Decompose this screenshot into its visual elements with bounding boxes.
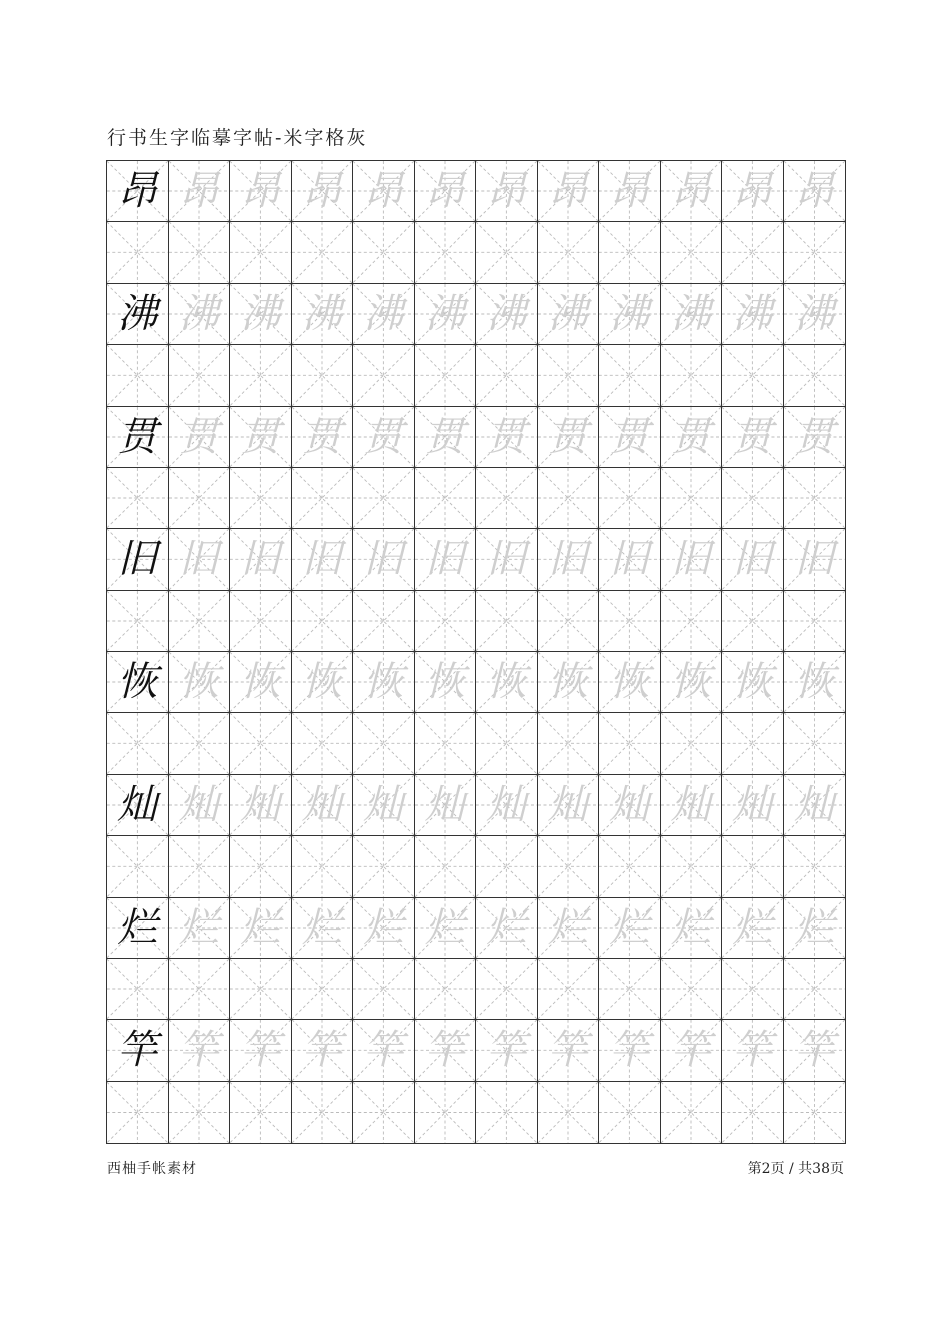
empty-practice-cell [230,222,292,283]
empty-practice-cell [169,468,231,529]
empty-practice-cell [107,222,169,283]
empty-practice-cell [353,468,415,529]
trace-cell [353,284,415,345]
trace-cell [169,161,231,222]
trace-character: 昂 [240,168,281,215]
empty-practice-cell [661,836,723,897]
trace-character: 昂 [609,168,650,215]
trace-cell [353,407,415,468]
trace-cell [353,898,415,959]
trace-character: 旧 [486,536,527,583]
empty-practice-cell [353,1082,415,1143]
empty-practice-cell [599,345,661,406]
trace-character: 沸 [178,290,219,337]
model-character: 沸 [117,290,158,337]
empty-practice-cell [476,836,538,897]
empty-practice-cell [538,591,600,652]
trace-cell [661,775,723,836]
trace-cell [169,652,231,713]
trace-character: 恢 [609,659,650,706]
trace-cell [169,284,231,345]
trace-cell [415,898,477,959]
trace-character: 沸 [363,290,404,337]
trace-character: 灿 [732,781,773,828]
trace-character: 烂 [240,904,281,951]
trace-character: 昂 [363,168,404,215]
empty-practice-cell [292,959,354,1020]
trace-cell [169,529,231,590]
trace-character: 恢 [363,659,404,706]
empty-practice-cell [169,713,231,774]
model-cell [107,407,169,468]
trace-cell [230,775,292,836]
trace-character: 烂 [301,904,342,951]
trace-character: 灿 [609,781,650,828]
trace-character: 灿 [301,781,342,828]
trace-character: 昂 [547,168,588,215]
trace-character: 贯 [732,413,773,460]
empty-practice-cell [784,836,846,897]
trace-cell [661,898,723,959]
empty-practice-cell [476,713,538,774]
trace-character: 贯 [670,413,711,460]
model-cell [107,1020,169,1081]
trace-character: 旧 [732,536,773,583]
empty-practice-cell [476,222,538,283]
trace-cell [661,407,723,468]
trace-character: 昂 [301,168,342,215]
trace-cell [476,284,538,345]
trace-character: 沸 [670,290,711,337]
trace-character: 贯 [240,413,281,460]
empty-practice-cell [292,836,354,897]
trace-character: 旧 [547,536,588,583]
trace-character: 烂 [486,904,527,951]
model-character: 竿 [117,1027,158,1074]
trace-character: 沸 [240,290,281,337]
empty-practice-cell [784,1082,846,1143]
empty-practice-cell [599,591,661,652]
trace-character: 贯 [609,413,650,460]
empty-practice-cell [415,591,477,652]
trace-character: 旧 [301,536,342,583]
empty-practice-cell [353,345,415,406]
trace-character: 贯 [363,413,404,460]
trace-character: 旧 [178,536,219,583]
empty-practice-cell [661,959,723,1020]
trace-character: 沸 [486,290,527,337]
trace-cell [661,529,723,590]
empty-practice-cell [476,345,538,406]
trace-character: 恢 [732,659,773,706]
trace-cell [230,284,292,345]
trace-cell [784,407,846,468]
empty-practice-cell [784,713,846,774]
trace-character: 贯 [178,413,219,460]
trace-cell [292,529,354,590]
trace-cell [661,284,723,345]
trace-cell [476,1020,538,1081]
empty-practice-cell [722,836,784,897]
trace-character: 恢 [178,659,219,706]
empty-practice-cell [722,591,784,652]
empty-practice-cell [107,468,169,529]
model-character: 贯 [117,413,158,460]
trace-character: 沸 [794,290,835,337]
empty-practice-cell [538,468,600,529]
trace-character: 竿 [486,1027,527,1074]
trace-cell [292,284,354,345]
empty-practice-cell [415,836,477,897]
empty-practice-cell [107,713,169,774]
empty-practice-cell [722,345,784,406]
trace-cell [599,161,661,222]
trace-cell [599,407,661,468]
trace-cell [722,898,784,959]
trace-cell [415,284,477,345]
trace-character: 沸 [732,290,773,337]
empty-practice-cell [599,836,661,897]
empty-practice-cell [230,591,292,652]
trace-cell [538,529,600,590]
empty-practice-cell [538,345,600,406]
empty-practice-cell [415,345,477,406]
trace-cell [476,161,538,222]
trace-cell [476,407,538,468]
trace-cell [722,1020,784,1081]
trace-character: 竿 [424,1027,465,1074]
empty-practice-cell [292,222,354,283]
empty-practice-cell [599,1082,661,1143]
trace-character: 贯 [547,413,588,460]
trace-character: 烂 [363,904,404,951]
trace-cell [292,775,354,836]
trace-cell [476,529,538,590]
empty-practice-cell [292,591,354,652]
trace-cell [169,407,231,468]
trace-character: 昂 [486,168,527,215]
trace-character: 竿 [363,1027,404,1074]
model-character: 恢 [117,659,158,706]
empty-practice-cell [784,591,846,652]
trace-character: 昂 [424,168,465,215]
page-title: 行书生字临摹字帖-米字格灰 [107,127,368,149]
empty-practice-cell [292,1082,354,1143]
trace-cell [415,407,477,468]
empty-practice-cell [107,1082,169,1143]
trace-cell [476,898,538,959]
trace-character: 烂 [609,904,650,951]
empty-practice-cell [107,345,169,406]
empty-practice-cell [415,468,477,529]
trace-cell [169,1020,231,1081]
trace-character: 灿 [670,781,711,828]
trace-character: 竿 [178,1027,219,1074]
empty-practice-cell [353,836,415,897]
empty-practice-cell [230,345,292,406]
trace-cell [722,161,784,222]
empty-practice-cell [169,591,231,652]
trace-cell [415,161,477,222]
empty-practice-cell [538,836,600,897]
trace-character: 灿 [424,781,465,828]
trace-cell [230,652,292,713]
trace-cell [230,898,292,959]
trace-character: 贯 [424,413,465,460]
trace-character: 竿 [794,1027,835,1074]
empty-practice-cell [476,1082,538,1143]
empty-practice-cell [784,345,846,406]
model-cell [107,898,169,959]
empty-practice-cell [661,1082,723,1143]
trace-cell [661,161,723,222]
empty-practice-cell [169,836,231,897]
empty-practice-cell [722,959,784,1020]
trace-character: 旧 [670,536,711,583]
trace-cell [722,407,784,468]
trace-cell [784,652,846,713]
trace-cell [292,652,354,713]
trace-cell [784,898,846,959]
empty-practice-cell [538,713,600,774]
trace-character: 恢 [486,659,527,706]
empty-practice-cell [599,222,661,283]
trace-character: 灿 [178,781,219,828]
empty-practice-cell [538,1082,600,1143]
trace-character: 沸 [547,290,588,337]
empty-practice-cell [722,1082,784,1143]
trace-cell [599,529,661,590]
trace-cell [169,898,231,959]
trace-character: 恢 [670,659,711,706]
empty-practice-cell [599,959,661,1020]
empty-practice-cell [107,591,169,652]
model-cell [107,652,169,713]
footer-source: 西柚手帐素材 [107,1161,197,1177]
empty-practice-cell [661,591,723,652]
trace-cell [353,775,415,836]
empty-practice-cell [784,222,846,283]
trace-character: 昂 [794,168,835,215]
empty-practice-cell [353,591,415,652]
trace-cell [415,1020,477,1081]
empty-practice-cell [784,959,846,1020]
trace-cell [476,652,538,713]
trace-cell [169,775,231,836]
trace-character: 灿 [547,781,588,828]
empty-practice-cell [415,222,477,283]
trace-cell [599,898,661,959]
trace-cell [722,529,784,590]
trace-character: 旧 [609,536,650,583]
trace-cell [538,1020,600,1081]
trace-cell [538,407,600,468]
trace-character: 贯 [486,413,527,460]
trace-cell [230,407,292,468]
trace-character: 沸 [424,290,465,337]
trace-character: 旧 [240,536,281,583]
trace-character: 烂 [794,904,835,951]
trace-cell [722,652,784,713]
empty-practice-cell [476,959,538,1020]
trace-character: 昂 [732,168,773,215]
empty-practice-cell [661,468,723,529]
trace-cell [784,529,846,590]
trace-character: 灿 [240,781,281,828]
trace-cell [415,775,477,836]
empty-practice-cell [169,959,231,1020]
trace-character: 灿 [363,781,404,828]
trace-character: 恢 [547,659,588,706]
trace-character: 旧 [794,536,835,583]
trace-cell [353,161,415,222]
trace-cell [538,775,600,836]
trace-cell [230,529,292,590]
empty-practice-cell [230,468,292,529]
practice-grid [106,160,846,1144]
trace-character: 旧 [424,536,465,583]
empty-practice-cell [476,591,538,652]
trace-character: 贯 [794,413,835,460]
trace-cell [722,775,784,836]
empty-practice-cell [292,468,354,529]
model-character: 烂 [117,904,158,951]
empty-practice-cell [599,713,661,774]
empty-practice-cell [661,713,723,774]
trace-cell [599,1020,661,1081]
empty-practice-cell [292,345,354,406]
empty-practice-cell [169,222,231,283]
trace-cell [292,407,354,468]
trace-cell [784,775,846,836]
trace-character: 灿 [486,781,527,828]
empty-practice-cell [230,836,292,897]
trace-cell [230,1020,292,1081]
empty-practice-cell [230,713,292,774]
trace-character: 沸 [301,290,342,337]
trace-character: 恢 [240,659,281,706]
trace-character: 烂 [547,904,588,951]
trace-cell [599,775,661,836]
trace-character: 旧 [363,536,404,583]
empty-practice-cell [415,959,477,1020]
empty-practice-cell [107,959,169,1020]
trace-character: 烂 [670,904,711,951]
empty-practice-cell [169,345,231,406]
empty-practice-cell [476,468,538,529]
empty-practice-cell [230,1082,292,1143]
empty-practice-cell [353,222,415,283]
empty-practice-cell [722,468,784,529]
empty-practice-cell [230,959,292,1020]
trace-cell [538,161,600,222]
empty-practice-cell [722,222,784,283]
page-number: 第2页 / 共38页 [747,1161,844,1177]
trace-cell [415,529,477,590]
trace-cell [476,775,538,836]
empty-practice-cell [353,713,415,774]
trace-cell [599,284,661,345]
model-character: 昂 [117,168,158,215]
empty-practice-cell [353,959,415,1020]
trace-character: 烂 [732,904,773,951]
trace-character: 恢 [794,659,835,706]
trace-character: 贯 [301,413,342,460]
trace-character: 烂 [424,904,465,951]
trace-cell [538,652,600,713]
trace-cell [415,652,477,713]
trace-cell [538,898,600,959]
model-cell [107,529,169,590]
empty-practice-cell [107,836,169,897]
empty-practice-cell [415,713,477,774]
trace-character: 竿 [240,1027,281,1074]
empty-practice-cell [661,222,723,283]
trace-character: 竿 [301,1027,342,1074]
trace-character: 恢 [424,659,465,706]
empty-practice-cell [538,222,600,283]
empty-practice-cell [722,713,784,774]
trace-character: 昂 [670,168,711,215]
trace-character: 竿 [547,1027,588,1074]
model-character: 旧 [117,536,158,583]
trace-cell [784,161,846,222]
trace-character: 恢 [301,659,342,706]
trace-cell [722,284,784,345]
trace-cell [661,1020,723,1081]
empty-practice-cell [538,959,600,1020]
model-cell [107,284,169,345]
trace-cell [292,161,354,222]
trace-character: 昂 [178,168,219,215]
trace-cell [784,1020,846,1081]
empty-practice-cell [169,1082,231,1143]
trace-cell [230,161,292,222]
model-cell [107,161,169,222]
trace-cell [599,652,661,713]
trace-cell [292,1020,354,1081]
trace-cell [661,652,723,713]
model-cell [107,775,169,836]
trace-cell [353,529,415,590]
trace-character: 烂 [178,904,219,951]
model-character: 灿 [117,781,158,828]
trace-cell [784,284,846,345]
trace-cell [292,898,354,959]
trace-cell [353,1020,415,1081]
empty-practice-cell [661,345,723,406]
empty-practice-cell [599,468,661,529]
trace-cell [353,652,415,713]
trace-cell [538,284,600,345]
trace-character: 沸 [609,290,650,337]
trace-character: 竿 [670,1027,711,1074]
trace-character: 竿 [732,1027,773,1074]
empty-practice-cell [415,1082,477,1143]
trace-character: 竿 [609,1027,650,1074]
empty-practice-cell [292,713,354,774]
empty-practice-cell [784,468,846,529]
trace-character: 灿 [794,781,835,828]
